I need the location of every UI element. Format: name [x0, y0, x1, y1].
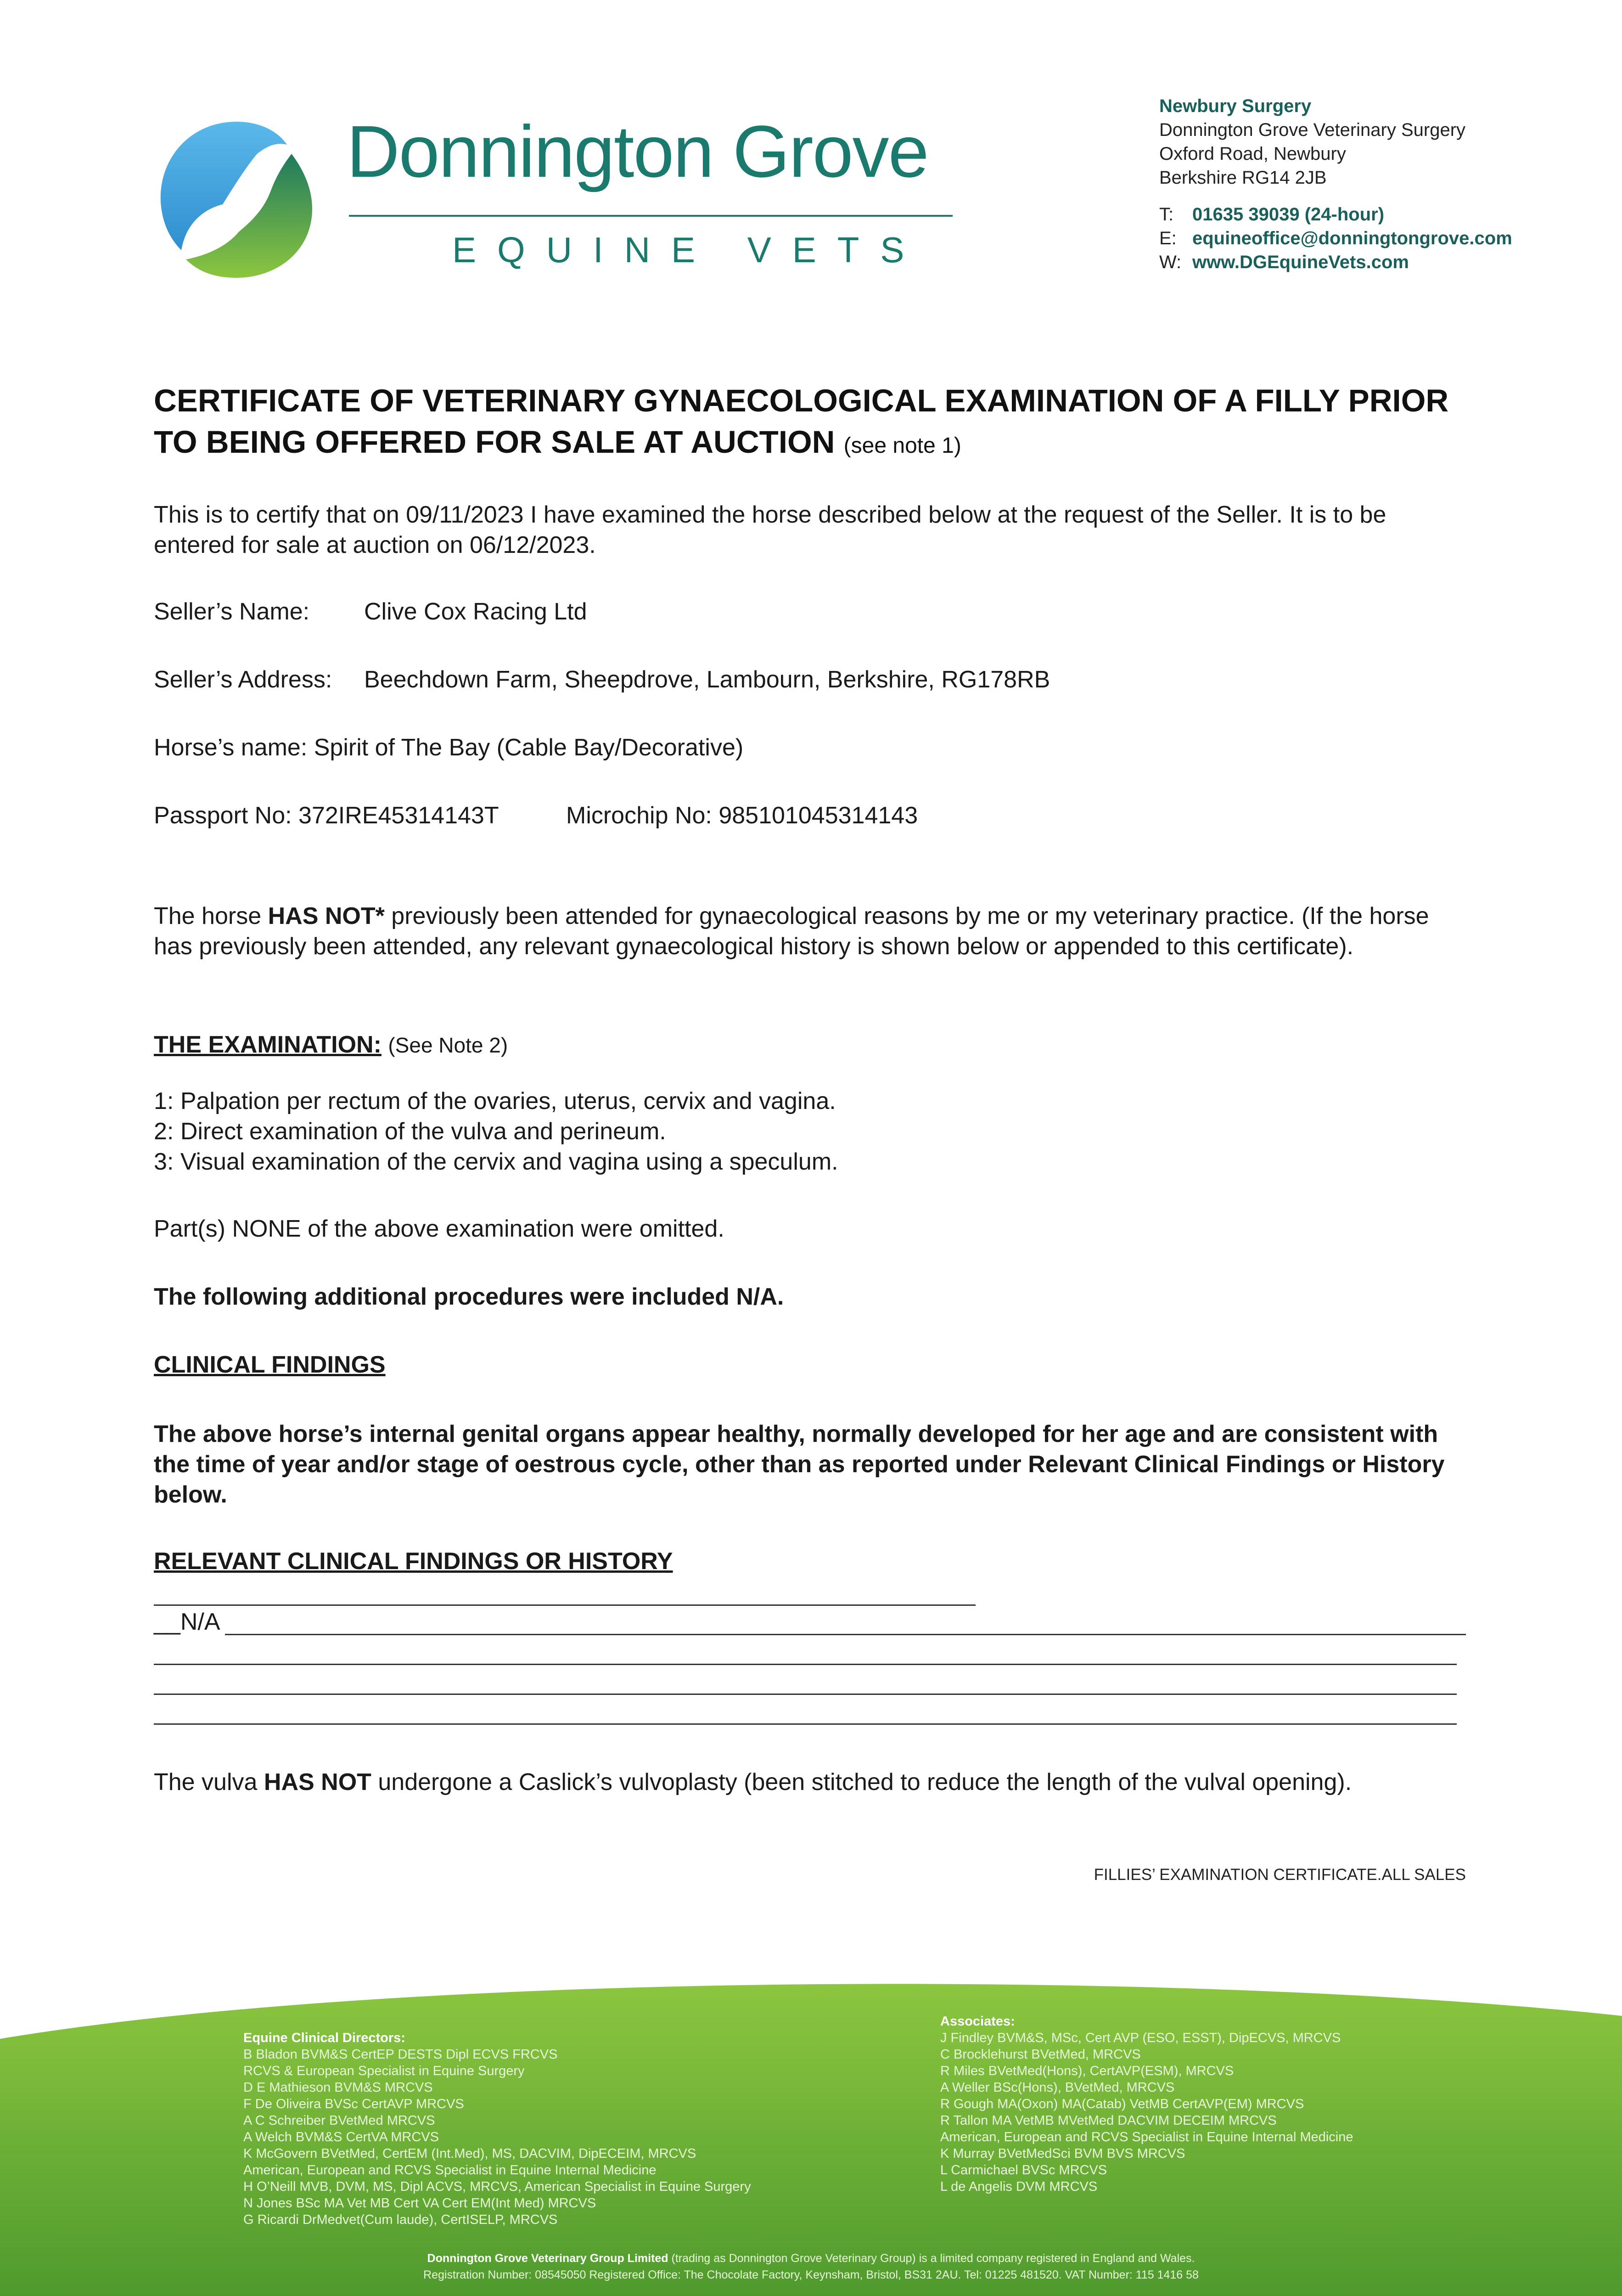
- exam-item: 3: Visual examination of the cervix and vagina using a speculum.: [154, 1148, 838, 1175]
- vulva-statement: The vulva HAS NOT undergone a Caslick’s vulvoplasty (been stitched to reduce the length of the vulval opening).: [154, 1769, 1352, 1795]
- associate-line: L Carmichael BVSc MRCVS: [940, 2163, 1107, 2178]
- web-row: W: www.DGEquineVets.com: [1159, 252, 1409, 272]
- director-line: G Ricardi DrMedvet(Cum laude), CertISELP, MRCVS: [243, 2212, 558, 2227]
- horse-name-value: Spirit of The Bay (Cable Bay/Decorative): [314, 734, 744, 761]
- associate-line: American, European and RCVS Specialist in Equine Internal Medicine: [940, 2130, 1353, 2144]
- surgery-name: Newbury Surgery: [1159, 96, 1312, 116]
- answer-line: [225, 1634, 1466, 1635]
- examination-heading: THE EXAMINATION: (See Note 2): [154, 1031, 508, 1058]
- address-line: Berkshire RG14 2JB: [1159, 168, 1327, 188]
- horse-name-row: Horse’s name: Spirit of The Bay (Cable Bay/Decorative): [154, 734, 744, 761]
- email-row: E: equineoffice@donningtongrove.com: [1159, 228, 1512, 248]
- director-line: B Bladon BVM&S CertEP DESTS Dipl ECVS FRCVS: [243, 2047, 558, 2062]
- address-line: Oxford Road, Newbury: [1159, 144, 1346, 164]
- director-line: F De Oliveira BVSc CertAVP MRCVS: [243, 2097, 464, 2111]
- answer-line: [154, 1604, 976, 1606]
- passport-row: Passport No: 372IRE45314143T: [154, 802, 499, 829]
- seller-address-value: Beechdown Farm, Sheepdrove, Lambourn, Berkshire, RG178RB: [364, 666, 1050, 693]
- associate-line: A Weller BSc(Hons), BVetMed, MRCVS: [940, 2080, 1175, 2095]
- answer-line: [154, 1694, 1457, 1695]
- additional-procedures: The following additional procedures were included N/A.: [154, 1283, 784, 1310]
- director-line: RCVS & European Specialist in Equine Surgery: [243, 2064, 525, 2078]
- associate-line: K Murray BVetMedSci BVM BVS MRCVS: [940, 2146, 1185, 2161]
- email-link[interactable]: equineoffice@donningtongrove.com: [1192, 228, 1512, 248]
- web-link[interactable]: www.DGEquineVets.com: [1192, 252, 1409, 272]
- intro-paragraph: This is to certify that on 09/11/2023 I have examined the horse described below at the request of the Seller. It is to be entered for sale at auction on 06/12/2023.: [154, 501, 1386, 558]
- associate-line: R Tallon MA VetMB MVetMed DACVIM DECEIM MRCVS: [940, 2113, 1277, 2128]
- clinical-findings-text: The above horse’s internal genital organs appear healthy, normally developed for her age and are consistent with the time of year and/or stage of oestrous cycle, other than as reported under Relevant Clinical Findings or History below.: [154, 1421, 1445, 1508]
- address-line: Donnington Grove Veterinary Surgery: [1159, 120, 1466, 140]
- registration-line: Registration Number: 08545050 Registered Office: The Chocolate Factory, Keynsham, Bristol, BS31 2AU. Tel: 01225 481520. VAT Number: 115 1416 58: [423, 2268, 1199, 2281]
- director-line: N Jones BSc MA Vet MB Cert VA Cert EM(Int Med) MRCVS: [243, 2196, 596, 2211]
- director-line: A Welch BVM&S CertVA MRCVS: [243, 2130, 439, 2144]
- certificate-title: CERTIFICATE OF VETERINARY GYNAECOLOGICAL EXAMINATION OF A FILLY PRIOR TO BEING OFFERED FOR SALE AT AUCTION (see note 1): [154, 383, 1449, 460]
- relevant-findings-heading: RELEVANT CLINICAL FINDINGS OR HISTORY: [154, 1548, 673, 1575]
- clinical-findings-heading: CLINICAL FINDINGS: [154, 1351, 386, 1378]
- microchip-row: Microchip No: 985101045314143: [566, 802, 918, 829]
- company-info: Donnington Grove Veterinary Group Limited (trading as Donnington Grove Veterinary Group) is a limited company registered in England and Wales. Registration Number: 08545050 Registered Office: The Chocolate Factory, Keynsham, Bristol, BS31 2AU. Tel: 01225 481520. VAT Number: 115 1416 58: [0, 2250, 1622, 2283]
- director-line: D E Mathieson BVM&S MRCVS: [243, 2080, 433, 2095]
- director-line: K McGovern BVetMed, CertEM (Int.Med), MS, DACVIM, DipECEIM, MRCVS: [243, 2146, 696, 2161]
- examination-list: [154, 1086, 1467, 1177]
- associate-line: L de Angelis DVM MRCVS: [940, 2179, 1098, 2194]
- passport-value: 372IRE45314143T: [298, 802, 499, 829]
- associates-block: [940, 2013, 1537, 2195]
- associates-heading: Associates:: [940, 2014, 1015, 2029]
- title-note: (see note 1): [843, 433, 961, 458]
- document-reference: FILLIES’ EXAMINATION CERTIFICATE.ALL SALES: [1094, 1866, 1466, 1884]
- associate-line: C Brocklehurst BVetMed, MRCVS: [940, 2047, 1141, 2062]
- exam-item: 1: Palpation per rectum of the ovaries, uterus, cervix and vagina.: [154, 1088, 836, 1114]
- answer-line: [154, 1723, 1457, 1725]
- phone-number[interactable]: 01635 39039 (24-hour): [1192, 204, 1385, 225]
- director-line: H O’Neill MVB, DVM, MS, Dipl ACVS, MRCVS, American Specialist in Equine Surgery: [243, 2179, 751, 2194]
- brand-divider: [349, 215, 953, 217]
- directors-heading: Equine Clinical Directors:: [243, 2031, 405, 2045]
- attendance-statement: The horse HAS NOT* previously been attended for gynaecological reasons by me or my veterinary practice. (If the horse has previously been attended, any relevant gynaecological history is shown below or appended to this certificate).: [154, 903, 1429, 960]
- brand-tagline: EQUINE VETS: [452, 230, 926, 270]
- contact-block: [1159, 94, 1618, 274]
- seller-address-row: Seller’s Address: Beechdown Farm, Sheepdrove, Lambourn, Berkshire, RG178RB: [154, 666, 1050, 693]
- relevant-findings-value: __N/A: [154, 1609, 220, 1635]
- associate-line: R Miles BVetMed(Hons), CertAVP(ESM), MRCVS: [940, 2064, 1234, 2078]
- associate-line: R Gough MA(Oxon) MA(Catab) VetMB CertAVP(EM) MRCVS: [940, 2097, 1304, 2111]
- omitted-statement: Part(s) NONE of the above examination were omitted.: [154, 1216, 724, 1242]
- seller-name-row: Seller’s Name: Clive Cox Racing Ltd: [154, 598, 587, 625]
- seller-name-value: Clive Cox Racing Ltd: [364, 598, 587, 625]
- answer-line: [154, 1664, 1457, 1665]
- microchip-value: 985101045314143: [718, 802, 918, 829]
- director-line: A C Schreiber BVetMed MRCVS: [243, 2113, 435, 2128]
- brand-name: Donnington Grove: [347, 110, 928, 192]
- exam-item: 2: Direct examination of the vulva and perineum.: [154, 1118, 666, 1145]
- directors-block: [243, 2030, 886, 2228]
- phone-row: T: 01635 39039 (24-hour): [1159, 204, 1385, 225]
- associate-line: J Findley BVM&S, MSc, Cert AVP (ESO, ESST), DipECVS, MRCVS: [940, 2031, 1341, 2045]
- director-line: American, European and RCVS Specialist in Equine Internal Medicine: [243, 2163, 657, 2178]
- horse-logo-icon: [154, 117, 319, 282]
